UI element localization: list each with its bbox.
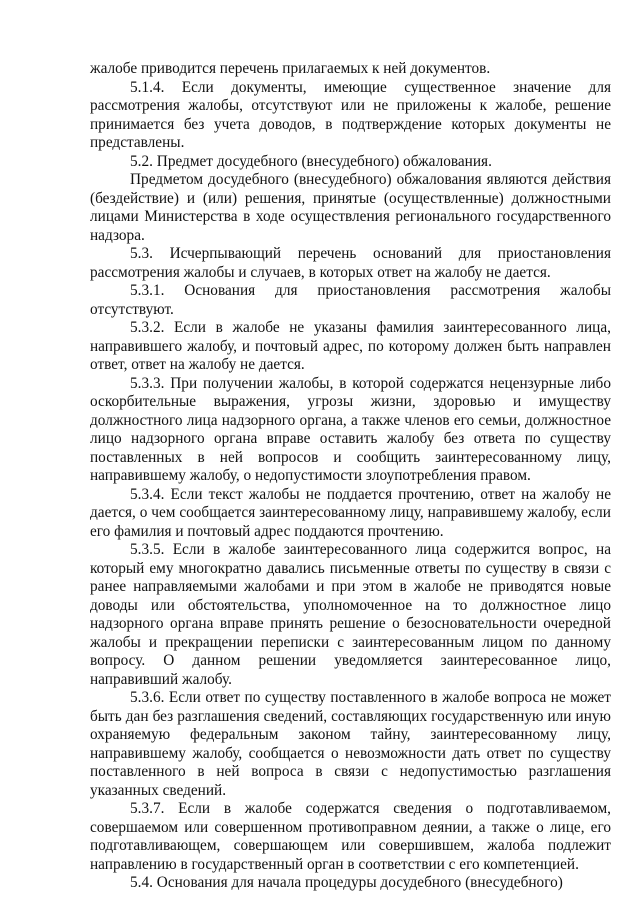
paragraph-5-4: 5.4. Основания для начала процедуры досудебного (внесудебного) [130, 874, 563, 891]
paragraph-5-3-6: 5.3.6. Если ответ по существу поставленного в жалобе вопроса не может быть дан без разглашения сведений, составляющих государственную или иную охраняемую федеральным законом тайну, заинтересованному лицу, направившему жалобу, сообщается о невозможности дать ответ по существу поставленного в ней вопроса в связи с недопустимостью разглашения указанных сведений. [90, 689, 611, 799]
paragraph-5-3-7: 5.3.7. Если в жалобе содержатся сведения о подготавливаемом, совершаемом или совершенном противоправном деянии, а также о лице, его подготавливающем, совершающем или совершившем, жалоба подлежит направлению в государственный орган в соответствии с его компетенцией. [90, 800, 611, 873]
paragraph-5-3-1: 5.3.1. Основания для приостановления рассмотрения жалобы отсутствуют. [90, 282, 611, 318]
paragraph-5-3-4: 5.3.4. Если текст жалобы не поддается прочтению, ответ на жалобу не дается, о чем сообщается заинтересованному лицу, направившему жалобу, если его фамилия и почтовый адрес поддаются прочтению. [90, 485, 611, 540]
paragraph-continuation: жалобе приводится перечень прилагаемых к ней документов. [90, 60, 491, 77]
paragraph-5-3-5: 5.3.5. Если в жалобе заинтересованного лица содержится вопрос, на который ему многократно давались письменные ответы по существу в связи с ранее направляемыми жалобами и при этом в жалобе не приводятся новые доводы или обстоятельства, уполномоченное на то должностное лицо надзорного органа вправе принять решение о безосновательности очередной жалобы и прекращении переписки с заинтересованным лицом по данному вопросу. О данном решении уведомляется заинтересованное лицо, направивший жалобу. [90, 541, 611, 688]
paragraph-5-3: 5.3. Исчерпывающий перечень оснований для приостановления рассмотрения жалобы и случаев, в которых ответ на жалобу не дается. [90, 245, 611, 281]
paragraph-5-3-2: 5.3.2. Если в жалобе не указаны фамилия заинтересованного лица, направившего жалобу, и почтовый адрес, по которому должен быть направлен ответ, ответ на жалобу не дается. [90, 319, 611, 373]
paragraph-subject: Предметом досудебного (внесудебного) обжалования являются действия (бездействие) и (или) решения, принятые (осуществленные) должностными лицами Министерства в ходе осуществления регионального государственного надзора. [90, 171, 611, 244]
paragraph-5-3-3: 5.3.3. При получении жалобы, в которой содержатся нецензурные либо оскорбительные выражения, угрозы жизни, здоровью и имуществу должностного лица надзорного органа, а также членов его семьи, должностное лицо надзорного органа вправе оставить жалобу без ответа по существу поставленных в ней вопросов и сообщить заинтересованному лицу, направившему жалобу, о недопустимости злоупотребления правом. [90, 374, 611, 484]
paragraph-5-1-4: 5.1.4. Если документы, имеющие существенное значение для рассмотрения жалобы, отсутствуют или не приложены к жалобе, решение принимается без учета доводов, в подтверждение которых документы не представлены. [90, 78, 611, 151]
paragraph-5-2: 5.2. Предмет досудебного (внесудебного) обжалования. [130, 152, 492, 170]
